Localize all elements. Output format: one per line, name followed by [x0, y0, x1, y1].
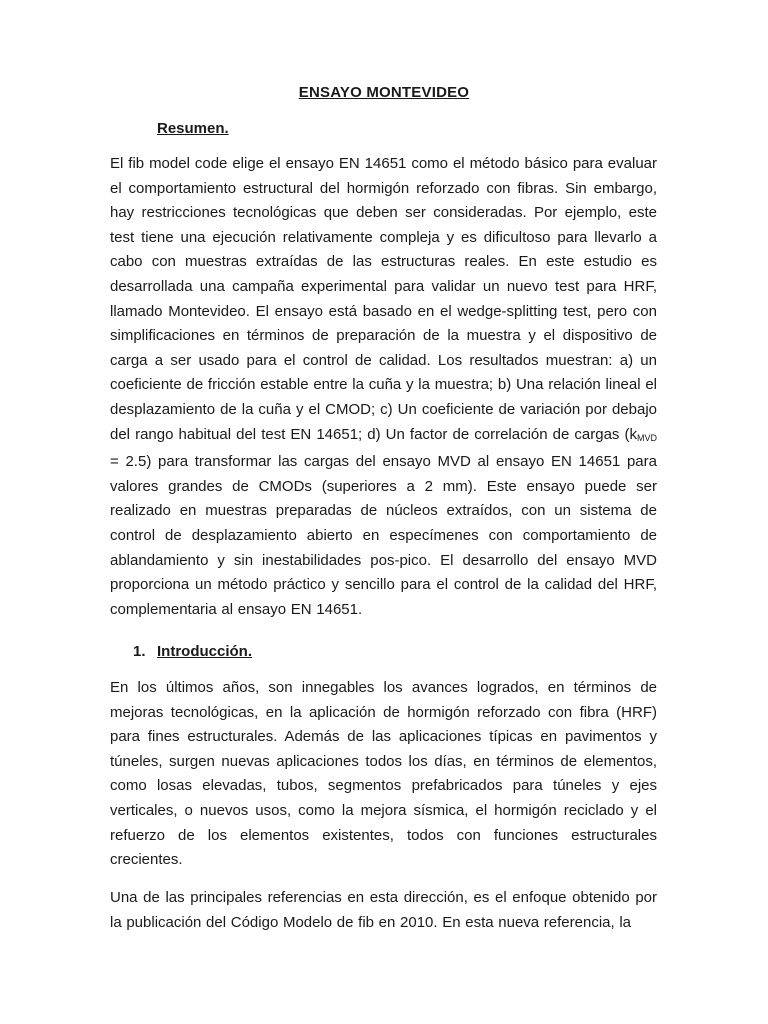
- section-heading-label: Introducción.: [157, 643, 252, 660]
- abstract-paragraph: [110, 152, 657, 622]
- intro-paragraph-2: Una de las principales referencias en esta dirección, es el enfoque obtenido por la publicación del Código Modelo de fib en 2010. En esta nueva referencia, la: [110, 889, 657, 931]
- abstract-heading-label: Resumen.: [157, 120, 229, 137]
- section-number: 1.: [133, 643, 146, 660]
- abstract-subscript: MVD: [637, 432, 657, 443]
- document-title: ENSAYO MONTEVIDEO: [298, 84, 470, 101]
- abstract-text-part1: El fib model code elige el ensayo EN 14651 como el método básico para evaluar el comportamiento estructural del hormigón reforzado con fibras. Sin embargo, hay restricciones tecnológicas que deben ser consideradas. Por ejemplo, este test tiene una ejecución relativamente compleja y es dificultoso para llevarlo a cabo con muestras extraídas de las estructuras reales. En este estudio es desarrollada una campaña experimental para validar un nuevo test para HRF, llamado Montevideo. El ensayo está basado en el wedge-splitting test, pero con simplificaciones en términos de preparación de la muestra y el dispositivo de carga a ser usado para el control de calidad. Los resultados muestran: a) un coeficiente de fricción estable entre la cuña y la muestra; b) Una relación lineal el desplazamiento de la cuña y el CMOD; c) Un coeficiente de variación por debajo del rango habitual del test EN 14651; d) Un factor de correlación de cargas (k: [110, 155, 657, 443]
- abstract-heading: [157, 120, 229, 137]
- section-heading-introduccion: [133, 643, 252, 660]
- abstract-text-part2: = 2.5) para transformar las cargas del ensayo MVD al ensayo EN 14651 para valores grandes de CMODs (superiores a 2 mm). Este ensayo puede ser realizado en muestras preparadas de núcleos extraídos, con un sistema de control de desplazamiento abierto en especímenes con comportamiento de ablandamiento y sin inestabilidades pos-pico. El desarrollo del ensayo MVD proporciona un método práctico y sencillo para el control de la calidad del HRF, complementaria al ensayo EN 14651.: [110, 453, 657, 618]
- intro-paragraph-1: En los últimos años, son innegables los avances logrados, en términos de mejoras tecnológicas, en la aplicación de hormigón reforzado con fibra (HRF) para fines estructurales. Además de las aplicaciones típicas en pavimentos y túneles, surgen nuevas aplicaciones todos los días, en términos de elementos, como losas elevadas, tubos, segmentos prefabricados para túneles y ejes verticales, o nuevos usos, como la mejora sísmica, el hormigón reciclado y el refuerzo de los elementos existentes, todos con funciones estructurales crecientes.: [110, 679, 657, 869]
